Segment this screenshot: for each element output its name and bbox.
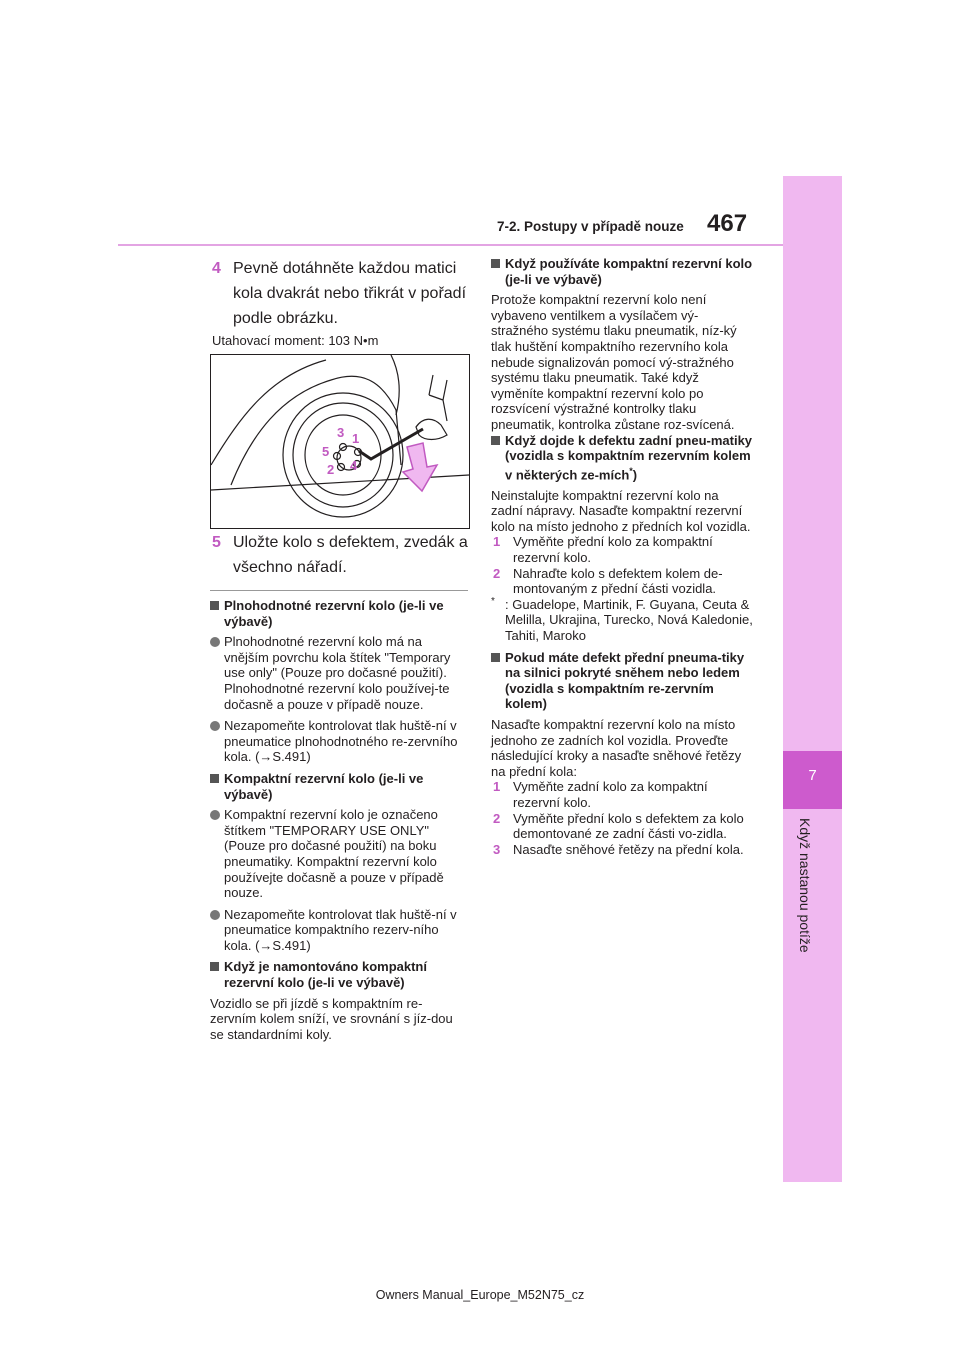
- wheel-nut-tightening-illustration: [210, 354, 470, 529]
- numbered-step: 2 Vyměňte přední kolo s defektem za kolo demontované ze zadní části vo-zidla.: [493, 810, 744, 842]
- note-bullet: Nezapomeňte kontrolovat tlak huště-ní v pneumatice plnohodnotného re-zervního kola. (→S.491): [210, 718, 468, 765]
- square-bullet-icon: [210, 601, 219, 610]
- circle-bullet-icon: [210, 637, 220, 647]
- chapter-number: 7: [808, 767, 817, 784]
- torque-spec: Utahovací moment: 103 N•m: [212, 333, 379, 348]
- right-notes: [491, 256, 753, 857]
- note-text: Neinstalujte kompaktní rezervní kolo na zadní nápravy. Nasaďte kompaktní rezervní kolo na místo jednoho z předních kol vozidla.: [491, 487, 751, 534]
- nut-label-1: 1: [352, 431, 360, 446]
- note-heading: Když dojde k defektu zadní pneu-matiky (vozidla s kompaktním rezervním kolem v některých ze-mích*): [491, 433, 753, 483]
- circle-bullet-icon: [210, 721, 220, 731]
- footnote: * : Guadelope, Martinik, F. Guyana, Ceuta & Melilla, Ukrajina, Turecko, Nová Kaledonie, Tahiti, Maroko: [491, 595, 753, 643]
- step-5-text: Uložte kolo s defektem, zvedák a všechno nářadí.: [233, 534, 468, 576]
- nut-label-3: 3: [337, 425, 345, 440]
- footer-text: Owners Manual_Europe_M52N75_cz: [375, 1288, 585, 1302]
- step-5-number: 5: [212, 534, 221, 551]
- note-text: Vozidlo se při jízdě s kompaktním re-zervním kolem sníží, ve srovnání s jíz-dou se standardními koly.: [210, 995, 453, 1042]
- square-bullet-icon: [491, 259, 500, 268]
- nut-label-2: 2: [327, 462, 335, 477]
- note-bullet: Nezapomeňte kontrolovat tlak huště-ní v pneumatice kompaktního rezerv-ního kola. (→S.491): [210, 907, 468, 954]
- chapter-title: Když nastanou potíže: [797, 818, 813, 953]
- numbered-step: 1 Vyměňte přední kolo za kompaktní rezervní kolo.: [493, 534, 713, 566]
- note-text: Protože kompaktní rezervní kolo není vybaveno ventilkem a vysílačem vý-stražného systému tlaku pneumatik, níz-ký tlak huštění kompaktního rezervního kola nebude signalizován pomocí vý-stražného systému tlaku pneumatik. Také když vyměníte kompaktní rezervní kolo po rozsvícení výstražné kontrolky tlaku pneumatik, kontrolka zůstane roz-svícená.: [491, 292, 737, 432]
- square-bullet-icon: [491, 436, 500, 445]
- chapter-side-tab: [783, 176, 842, 1182]
- numbered-step: 3 Nasaďte sněhové řetězy na přední kola.: [493, 841, 744, 857]
- note-heading: Když je namontováno kompaktní rezervní kolo (je-li ve výbavě): [210, 959, 468, 990]
- square-bullet-icon: [210, 774, 219, 783]
- step-4-number: 4: [212, 260, 221, 277]
- section-title: 7-2. Postupy v případě nouze: [497, 219, 684, 234]
- circle-bullet-icon: [210, 910, 220, 920]
- step-4-text: Pevně dotáhněte každou matici kola dvakrát nebo třikrát v pořadí podle obrázku.: [233, 260, 467, 327]
- circle-bullet-icon: [210, 810, 220, 820]
- header-rule: [118, 244, 783, 246]
- numbered-step: 1 Vyměňte zadní kolo za kompaktní rezervní kolo.: [493, 779, 708, 810]
- nut-label-4: 4: [350, 458, 358, 473]
- note-bullet: Kompaktní rezervní kolo je označeno štítkem "TEMPORARY USE ONLY" (Pouze pro dočasné použití) na boku pneumatiky. Kompaktní rezervní kolo používejte dočasně a pouze v případě nouze.: [210, 807, 468, 901]
- square-bullet-icon: [210, 962, 219, 971]
- rotation-arrow-icon: [403, 443, 437, 491]
- note-bullet: Plnohodnotné rezervní kolo má na vnějším povrchu kola štítek "Temporary use only" (Pouze pro dočasné použití). Plnohodnotné rezervní kolo používej-te dočasně a pouze v případě nouze.: [210, 634, 468, 712]
- note-heading: Pokud máte defekt přední pneuma-tiky na silnici pokryté sněhem nebo ledem (vozidla s kompaktním re-zervním kolem): [491, 650, 753, 712]
- section-divider: [210, 590, 468, 591]
- step-4: [212, 256, 470, 331]
- page-number: 467: [707, 210, 748, 237]
- square-bullet-icon: [491, 653, 500, 662]
- note-heading: Plnohodnotné rezervní kolo (je-li ve výbavě): [210, 598, 468, 629]
- note-heading: Když používáte kompaktní rezervní kolo (je-li ve výbavě): [491, 256, 753, 287]
- numbered-step: 2 Nahraďte kolo s defektem kolem de-montovaným z přední části vozidla.: [493, 565, 723, 597]
- nut-label-5: 5: [322, 444, 330, 459]
- step-5: [212, 530, 470, 580]
- note-text: Nasaďte kompaktní rezervní kolo na místo jednoho ze zadních kol vozidla. Proveďte následující kroky a nasaďte sněhové řetězy na přední kola:: [491, 716, 742, 779]
- note-heading: Kompaktní rezervní kolo (je-li ve výbavě): [210, 771, 468, 802]
- left-notes: [210, 598, 468, 1042]
